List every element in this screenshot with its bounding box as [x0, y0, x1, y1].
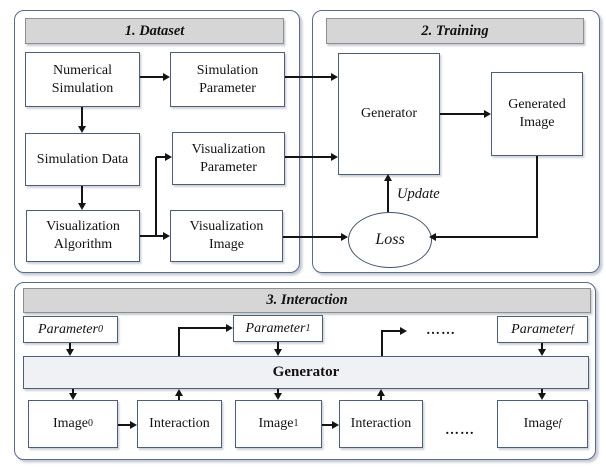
- loss-ellipse: [348, 212, 432, 268]
- loss-label: Loss: [375, 231, 405, 248]
- parameter-f-box: Parameter f: [497, 316, 588, 343]
- arrow-interaction2-to-bar-head: [377, 389, 385, 396]
- arrow-numsim-to-simparam-head: [163, 73, 170, 81]
- visualization-parameter-label: Visualization Parameter: [191, 141, 266, 175]
- generator-label: Generator: [361, 106, 417, 122]
- arrow-param0-to-bar-head: [66, 349, 74, 356]
- arrow-interaction1-to-bar-head: [175, 389, 183, 396]
- visualization-algorithm-box: [26, 210, 140, 262]
- generated-image-label: Generated Image: [508, 97, 566, 130]
- visualization-image-label: Visualization Image: [189, 219, 264, 252]
- interaction-2-label: Interaction: [350, 416, 412, 432]
- arrow-visalg-to-visimage-line: [140, 235, 164, 237]
- arrow-simdata-to-visalg-head: [78, 203, 86, 210]
- image-1-box: Image 1: [235, 400, 322, 448]
- training-title: 2. Training: [421, 22, 489, 39]
- dataset-title: 1. Dataset: [124, 22, 185, 39]
- interaction-2-box: [339, 400, 423, 448]
- simulation-parameter-box: [170, 52, 285, 107]
- arrow-visparam-to-generator-head: [331, 153, 338, 161]
- arrow-generator-to-genimage-head: [484, 110, 491, 118]
- arrow-bar-to-image1-head: [274, 393, 282, 400]
- image-f-box: Image f: [497, 400, 588, 448]
- arrow-visimage-to-loss-head: [341, 233, 348, 241]
- arrow-bar-to-image0-head: [69, 393, 77, 400]
- arrow-numsim-to-simdata-head: [78, 126, 86, 133]
- simulation-data-box: [25, 133, 140, 186]
- parameter-1-label: Parameter: [245, 320, 306, 336]
- arrow-numsim-to-simparam-line: [140, 76, 164, 78]
- arrow-bar-to-dots-vline: [381, 330, 383, 356]
- arrow-visparam-to-generator-line: [285, 156, 331, 158]
- generator-bar: [23, 356, 589, 389]
- parameter-1-box: Parameter 1: [233, 315, 323, 342]
- arrow-bar-to-imagef-head: [538, 393, 546, 400]
- arrow-visalg-to-visparam-vline: [155, 157, 157, 237]
- interaction-1-label: Interaction: [149, 416, 210, 432]
- arrow-bar-to-param1-vline: [178, 327, 180, 356]
- parameter-row-ellipsis: ……: [426, 323, 456, 338]
- arrow-bar-to-param1-head: [226, 324, 233, 332]
- generator-bar-label: Generator: [272, 364, 340, 380]
- arrow-simdata-to-visalg-line: [81, 186, 83, 204]
- arrow-genimage-to-loss-hline: [436, 236, 538, 238]
- arrow-simparam-to-generator-line: [285, 76, 331, 78]
- image-row-ellipsis: ……: [445, 423, 475, 438]
- image-0-label: Image: [53, 416, 88, 432]
- arrow-param1-to-bar-head: [274, 349, 282, 356]
- update-label: Update: [397, 186, 440, 202]
- image-f-label: Image: [523, 416, 559, 432]
- interaction-title: 3. Interaction: [266, 292, 348, 308]
- simulation-data-label: Simulation Data: [36, 151, 129, 167]
- image-1-label: Image: [258, 416, 294, 432]
- arrow-loss-update-generator-line: [387, 181, 389, 212]
- generator-box: [338, 53, 440, 175]
- dataset-header: [25, 18, 284, 44]
- arrow-image0-to-interaction1-head: [130, 421, 137, 429]
- arrow-image1-to-interaction2-line: [322, 424, 332, 426]
- simulation-parameter-label: Simulation Parameter: [196, 62, 259, 96]
- arrow-genimage-to-loss-head: [429, 233, 436, 241]
- interaction-1-box: [137, 400, 222, 448]
- parameter-0-label: Parameter: [38, 321, 98, 337]
- image-0-box: Image 0: [28, 400, 118, 448]
- arrow-visalg-to-visimage-head: [163, 232, 170, 240]
- parameter-0-box: Parameter 0: [23, 316, 118, 343]
- interaction-header: [23, 288, 591, 313]
- arrow-image0-to-interaction1-line: [118, 424, 130, 426]
- arrow-bar-to-param1-hline: [178, 327, 226, 329]
- arrow-visalg-to-visparam-head: [165, 153, 172, 161]
- arrow-visimage-to-loss-line: [283, 236, 341, 238]
- arrow-numsim-to-simdata-line: [81, 107, 83, 127]
- visualization-image-box: [170, 210, 283, 262]
- arrow-loss-update-generator-head: [384, 174, 392, 181]
- arrow-bar-to-dots-head: [400, 327, 407, 335]
- generated-image-box: [491, 72, 583, 156]
- arrow-bar-to-dots-hline: [381, 330, 400, 332]
- arrow-generator-to-genimage-line: [440, 113, 484, 115]
- visualization-parameter-box: [172, 132, 285, 185]
- parameter-f-label: Parameter: [511, 321, 572, 337]
- arrow-image1-to-interaction2-head: [332, 421, 339, 429]
- visualization-algorithm-label: Visualization Algorithm: [46, 219, 120, 252]
- training-header: [326, 18, 584, 44]
- numerical-simulation-box: [25, 52, 140, 107]
- arrow-simparam-to-generator-head: [331, 73, 338, 81]
- arrow-genimage-to-loss-vline: [536, 156, 538, 237]
- numerical-simulation-label: Numerical Simulation: [51, 62, 114, 96]
- arrow-paramf-to-bar-head: [538, 349, 546, 356]
